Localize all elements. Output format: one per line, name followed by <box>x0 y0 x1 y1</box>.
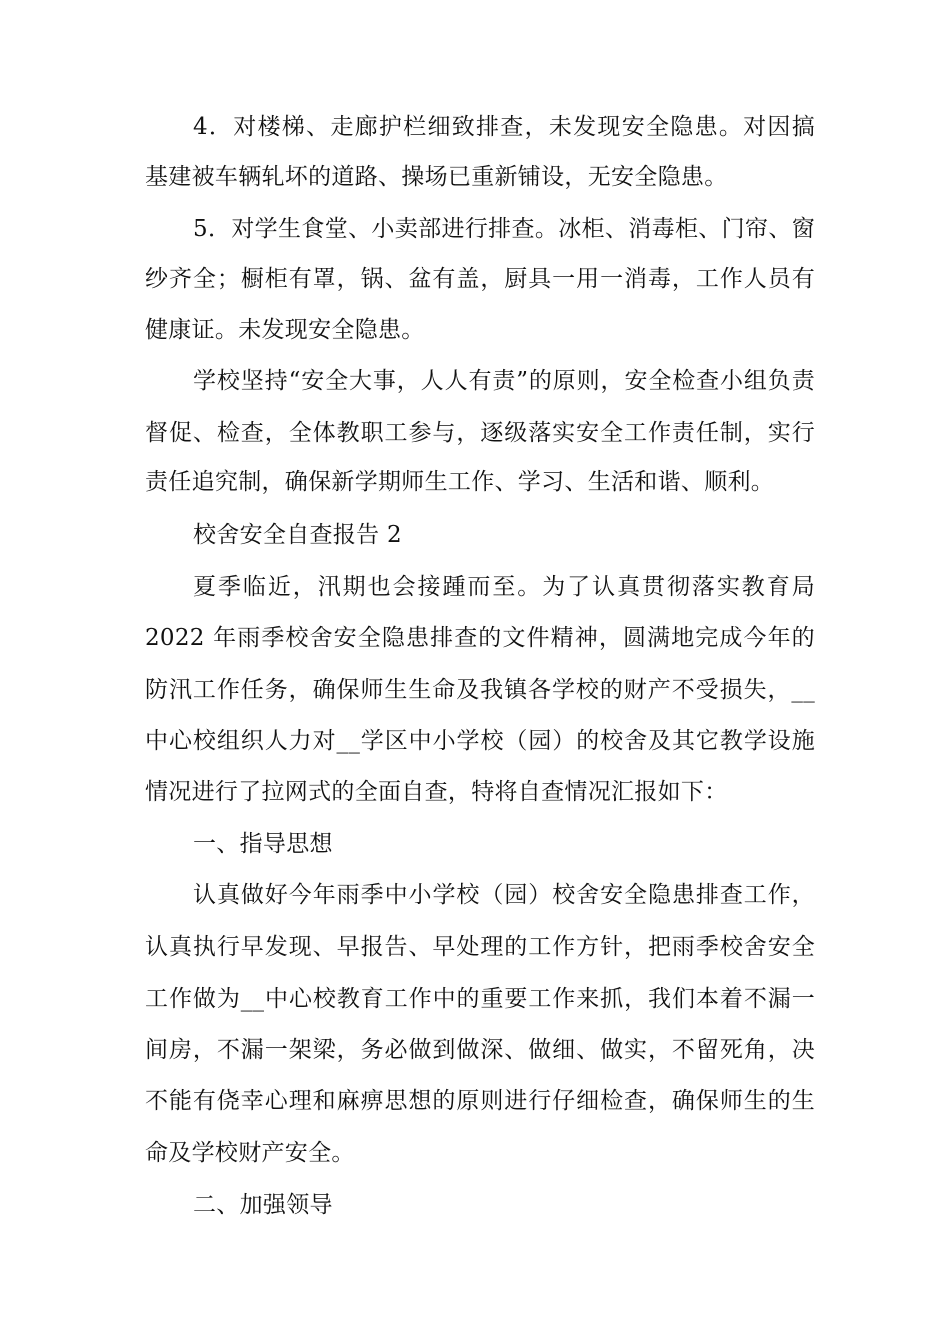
paragraph-5-line-1: 5．对学生食堂、小卖部进行排查。冰柜、消毒柜、门帘、窗 <box>193 216 815 242</box>
paragraph-5-line-3: 健康证。未发现安全隐患。 <box>145 317 425 343</box>
principle-line-1: 学校坚持“安全大事，人人有责”的原则，安全检查小组负责 <box>193 368 815 394</box>
report-title: 校舍安全自查报告 2 <box>193 522 402 548</box>
principle-line-2: 督促、检查，全体教职工参与，逐级落实安全工作责任制，实行 <box>145 420 815 446</box>
intro-line-1: 夏季临近，汛期也会接踵而至。为了认真贯彻落实教育局 <box>193 574 815 600</box>
principle-line-3: 责任追究制，确保新学期师生工作、学习、生活和谐、顺利。 <box>145 469 775 495</box>
intro-line-4: 中心校组织人力对__学区中小学校（园）的校舍及其它教学设施 <box>145 728 815 754</box>
paragraph-4-line-2: 基建被车辆轧坏的道路、操场已重新铺设，无安全隐患。 <box>145 164 728 190</box>
paragraph-4-line-1: 4．对楼梯、走廊护栏细致排查，未发现安全隐患。对因搞 <box>193 114 815 140</box>
section-heading-1: 一、指导思想 <box>193 831 333 857</box>
intro-line-5: 情况进行了拉网式的全面自查，特将自查情况汇报如下： <box>145 779 728 805</box>
guiding-line-6: 命及学校财产安全。 <box>145 1140 355 1166</box>
guiding-line-5: 不能有侥幸心理和麻痹思想的原则进行仔细检查，确保师生的生 <box>145 1088 815 1114</box>
intro-line-3: 防汛工作任务，确保师生生命及我镇各学校的财产不受损失，__ <box>145 677 815 703</box>
section-heading-2: 二、加强领导 <box>193 1192 333 1218</box>
guiding-line-1: 认真做好今年雨季中小学校（园）校舍安全隐患排查工作， <box>193 882 815 908</box>
guiding-line-2: 认真执行早发现、早报告、早处理的工作方针，把雨季校舍安全 <box>145 934 815 960</box>
guiding-line-3: 工作做为__中心校教育工作中的重要工作来抓，我们本着不漏一 <box>145 986 815 1012</box>
intro-line-2: 2022 年雨季校舍安全隐患排查的文件精神，圆满地完成今年的 <box>145 625 815 651</box>
guiding-line-4: 间房，不漏一架梁，务必做到做深、做细、做实，不留死角，决 <box>145 1037 815 1063</box>
paragraph-5-line-2: 纱齐全；橱柜有罩，锅、盆有盖，厨具一用一消毒，工作人员有 <box>145 266 815 292</box>
